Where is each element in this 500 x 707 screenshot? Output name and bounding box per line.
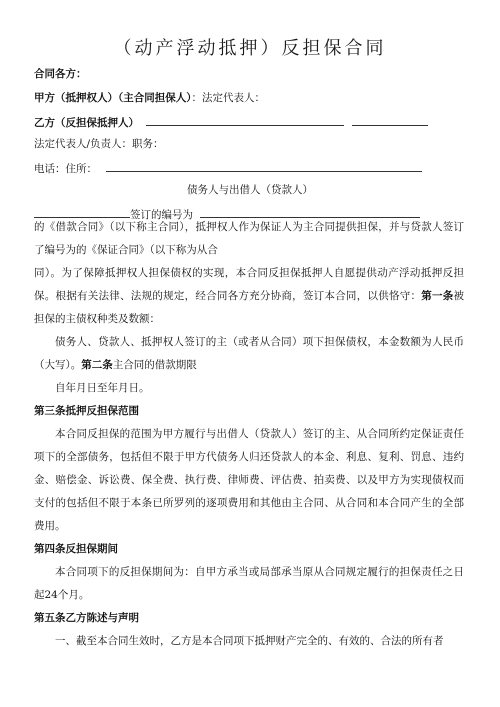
party-b-line <box>34 114 428 130</box>
article-2-title: 主合同的借款期限 <box>112 359 197 371</box>
paragraph-intro <box>34 216 464 653</box>
signed-prefix: 签订的编号为 <box>130 209 193 221</box>
contact-label: 电话：住所： <box>34 163 97 175</box>
document-title: （动产浮动抵押）反担保合同 <box>113 38 387 59</box>
article-3-body: 本合同反担保的范围为甲方履行与出借人（贷款人）签订的主、从合同所约定保证责任项下的全部债务，包括但不限于甲方代债务人归还贷款人的本金、利息、复利、罚息、违约金、赔偿金、诉讼费、保全费、执行费、律师费、评估费、拍卖费、以及甲方为实现债权而支付的包括但不限于本条已所罗列的逐项费用和其他由主合同、从合同和本合同产生的全部费用。 <box>34 428 464 532</box>
representative-line: 法定代表人/负责人：职务： <box>34 138 164 150</box>
paragraph-2-text: 同）。为了保障抵押权人担保债权的实现，本合同反担保抵押人自愿提供动产浮动抵押反担保。根据有关法律、法规的规定，经合同各方充分协商，签订本合同，以供恪守： <box>34 267 464 302</box>
article-4-body: 本合同项下的反担保期间为：自甲方承当或局部承当原从合同规定履行的担保责任之日起24个月。 <box>34 566 464 601</box>
article-1-label: 第一条 <box>421 290 454 302</box>
paragraph-3 <box>34 331 464 377</box>
party-b-label: 乙方（反担保抵押人） <box>34 117 139 129</box>
article-1-title: 被担保的主债权种类及数额： <box>34 290 465 325</box>
loan-period: 自年月日至年月日。 <box>55 382 150 394</box>
party-a-label: 甲方（抵押权人）（主合同担保人） <box>34 92 192 104</box>
party-a-tail: ：法定代表人： <box>191 92 265 104</box>
article-4-title: 第四条反担保期间 <box>34 543 118 555</box>
parties-label: 合同各方： <box>34 68 87 80</box>
paragraph-2 <box>34 262 464 331</box>
paragraph-1: 的《借款合同》（以下称主合同），抵押权人作为保证人为主合同提供担保，并与贷款人签订了编号为的《保证合同》（以下称为从合 <box>34 221 464 256</box>
article-3-title: 第三条抵押反担保范围 <box>34 405 139 417</box>
party-a-line <box>34 91 265 105</box>
paragraph-3-text: 债务人、贷款人、抵押权人签订的主（或者从合同）项下担保债权，本金数额为人民币（大写）。 <box>34 336 464 371</box>
party-b-name-blank <box>146 114 344 126</box>
address-blank <box>106 160 422 172</box>
article-5-title: 第五条乙方陈述与声明 <box>34 612 139 624</box>
article-5-body: 一、截至本合同生效时，乙方是本合同项下抵押财产完全的、有效的、合法的所有者 <box>55 635 444 647</box>
contact-line <box>34 160 422 176</box>
article-2-label: 第二条 <box>81 359 113 371</box>
party-b-extra-blank <box>352 114 428 126</box>
debtor-line: 债务人与出借人（贷款人） <box>187 184 313 196</box>
